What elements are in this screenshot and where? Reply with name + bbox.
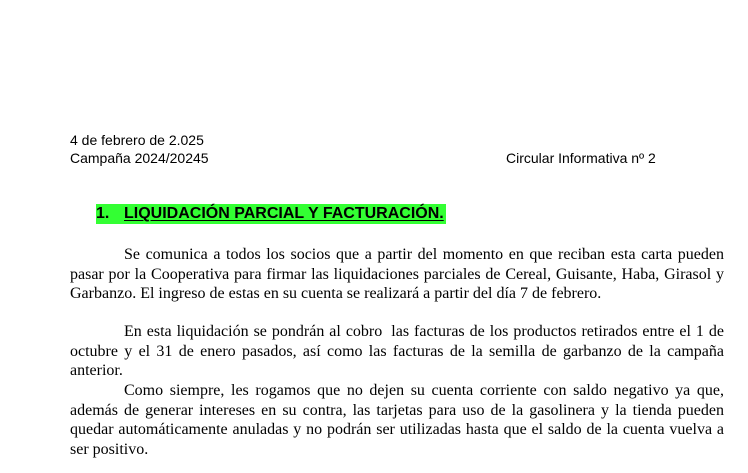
section-title: LIQUIDACIÓN PARCIAL Y FACTURACIÓN. (124, 205, 444, 222)
section-number: 1. (96, 205, 110, 222)
paragraph-negative-balance-warning: Como siempre, les rogamos que no dejen su cuenta corriente con saldo negativo ya que, además de generar intereses en su contra, las tarjetas para uso de la gasolinera y la tienda pueden quedar automáticamente anuladas y no podrán ser utilizadas hasta que el saldo de la cuenta vuelva a ser positivo. (70, 382, 724, 458)
letter-date: 4 de febrero de 2.025 (70, 132, 204, 148)
campaign-label: Campaña 2024/20245 (70, 150, 209, 166)
paragraph-invoices-part-2: las facturas de los productos retirados entre el 1 de octubre y el 31 de enero pasados, así como las facturas de la semilla de garbanzo de la campaña anterior. (70, 323, 724, 379)
section-heading (96, 204, 446, 224)
paragraph-settlement-notice: Se comunica a todos los socios que a partir del momento en que reciban esta carta pueden pasar por la Cooperativa para firmar las liquidaciones parciales de Cereal, Guisante, Haba, Girasol y Garbanzo. El ingreso de estas en su cuenta se realizará a partir del día 7 de febrero. (70, 246, 724, 302)
paragraph-invoices (70, 322, 724, 381)
paragraph-invoices-part-1: En esta liquidación se pondrán al cobro (124, 323, 383, 340)
circular-number: Circular Informativa nº 2 (506, 150, 656, 166)
